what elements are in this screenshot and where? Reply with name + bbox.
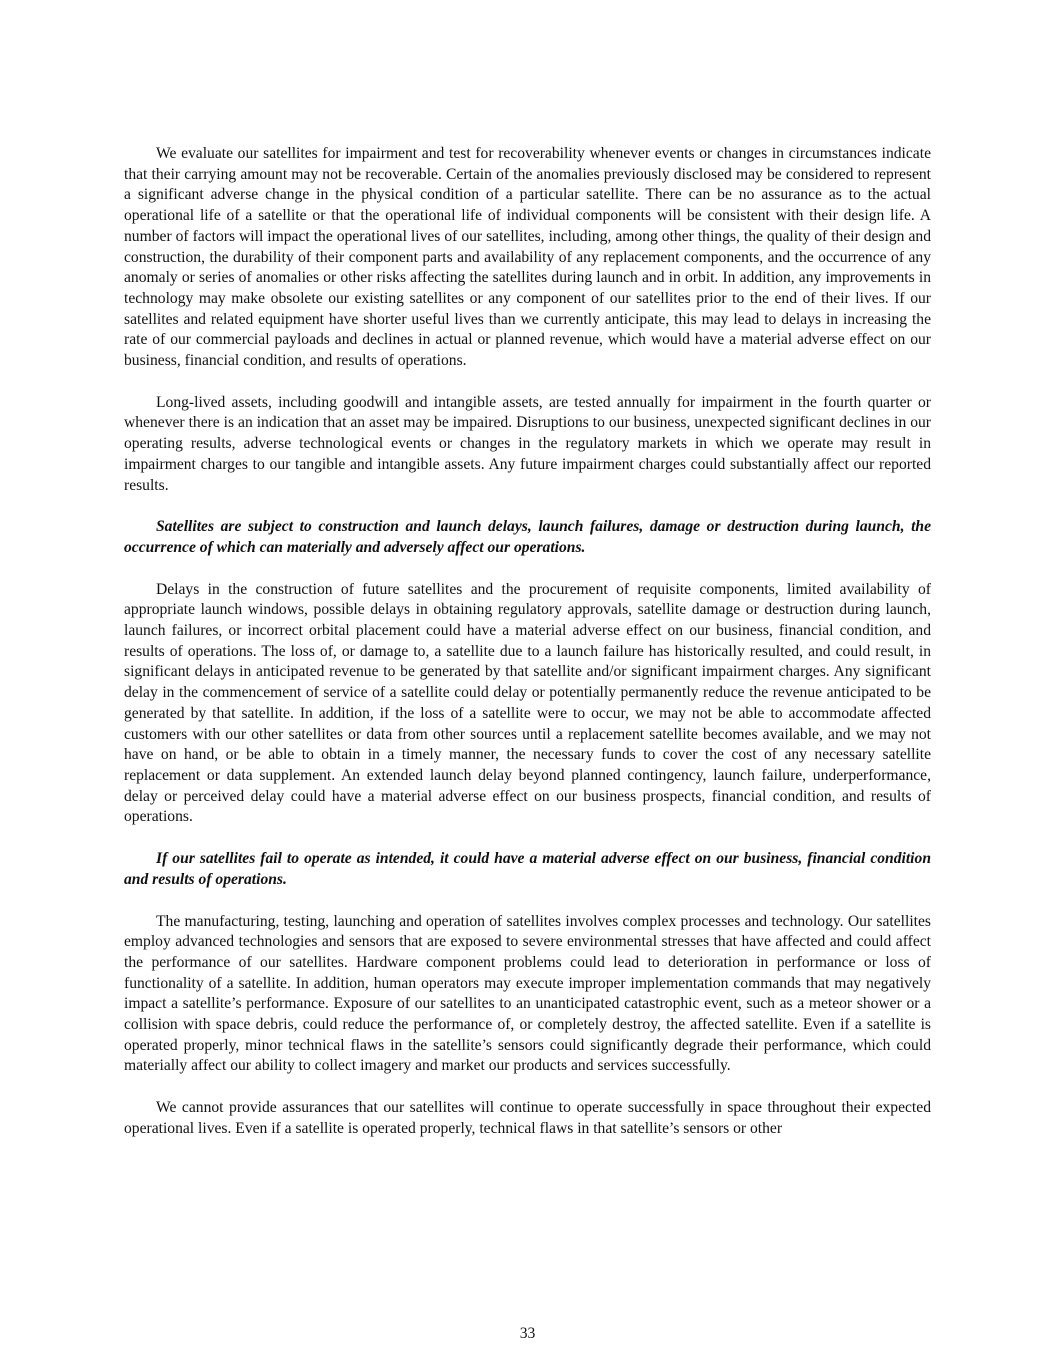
paragraph-construction-delays: Delays in the construction of future satellites and the procurement of requisite components, limited availability of appropriate launch windows, possible delays in obtaining regulatory approvals, satellite damage or destruction during launch, launch failures, or incorrect orbital placement could have a material adverse effect on our business, financial condition, and results of operations. The loss of, or damage to, a satellite due to a launch failure has historically resulted, and could result, in significant delays in anticipated revenue to be generated by that satellite and/or significant impairment charges. Any significant delay in the commencement of service of a satellite could delay or potentially permanently reduce the revenue anticipated to be generated by that satellite. In addition, if the loss of a satellite were to occur, we may not be able to accommodate affected customers with our other satellites or data from other sources until a replacement satellite becomes available, and we may not have on hand, or be able to obtain in a timely manner, the necessary funds to cover the cost of any necessary satellite replacement or data supplement. An extended launch delay beyond planned contingency, launch failure, underperformance, delay or perceived delay could have a material adverse effect on our business prospects, financial condition, and results of operations.: [124, 580, 931, 826]
risk-heading-satellite-failure: If our satellites fail to operate as intended, it could have a material adverse effect on our business, financial condition and results of operations.: [124, 850, 931, 888]
page-number: 33: [519, 1325, 536, 1342]
paragraph-satellite-impairment: We evaluate our satellites for impairment and test for recoverability whenever events or changes in circumstances indicate that their carrying amount may not be recoverable. Certain of the anomalies previously disclosed may be considered to represent a significant adverse change in the physical condition of a particular satellite. There can be no assurance as to the actual operational life of a satellite or that the operational life of individual components will be consistent with their design life. A number of factors will impact the operational lives of our satellites, including, among other things, the quality of their design and construction, the durability of their component parts and availability of any replacement components, and the occurrence of any anomaly or series of anomalies or other risks affecting the satellites during launch and in orbit. In addition, any improvements in technology may make obsolete our existing satellites or any component of our satellites prior to the end of their lives. If our satellites and related equipment have shorter useful lives than we currently anticipate, this may lead to delays in increasing the rate of our commercial payloads and declines in actual or planned revenue, which would have a material adverse effect on our business, financial condition, and results of operations.: [124, 145, 931, 370]
paragraph-manufacturing-testing: The manufacturing, testing, launching and operation of satellites involves complex processes and technology. Our satellites employ advanced technologies and sensors that are exposed to severe environmental stresses that have affected and could affect the performance of our satellites. Hardware component problems could lead to deterioration in performance or loss of functionality of a satellite. In addition, human operators may execute improper implementation commands that may negatively impact a satellite’s performance. Exposure of our satellites to an unanticipated catastrophic event, such as a meteor shower or a collision with space debris, could reduce the performance of, or completely destroy, the affected satellite. Even if a satellite is operated properly, minor technical flaws in the satellite’s sensors could significantly degrade their performance, which could materially affect our ability to collect imagery and market our products and services successfully.: [124, 912, 931, 1075]
document-body: [124, 144, 931, 1161]
paragraph-long-lived-assets: Long-lived assets, including goodwill and intangible assets, are tested annually for impairment in the fourth quarter or whenever there is an indication that an asset may be impaired. Disruptions to our business, unexpected significant declines in our operating results, adverse technological events or changes in the regulatory markets in which we operate may result in impairment charges to our tangible and intangible assets. Any future impairment charges could substantially affect our reported results.: [124, 393, 931, 494]
paragraph-operational-assurances: We cannot provide assurances that our satellites will continue to operate successfully in space throughout their expected operational lives. Even if a satellite is operated properly, technical flaws in that satellite’s sensors or other: [124, 1099, 931, 1137]
risk-heading-launch-delays: Satellites are subject to construction and launch delays, launch failures, damage or destruction during launch, the occurrence of which can materially and adversely affect our operations.: [124, 518, 931, 556]
